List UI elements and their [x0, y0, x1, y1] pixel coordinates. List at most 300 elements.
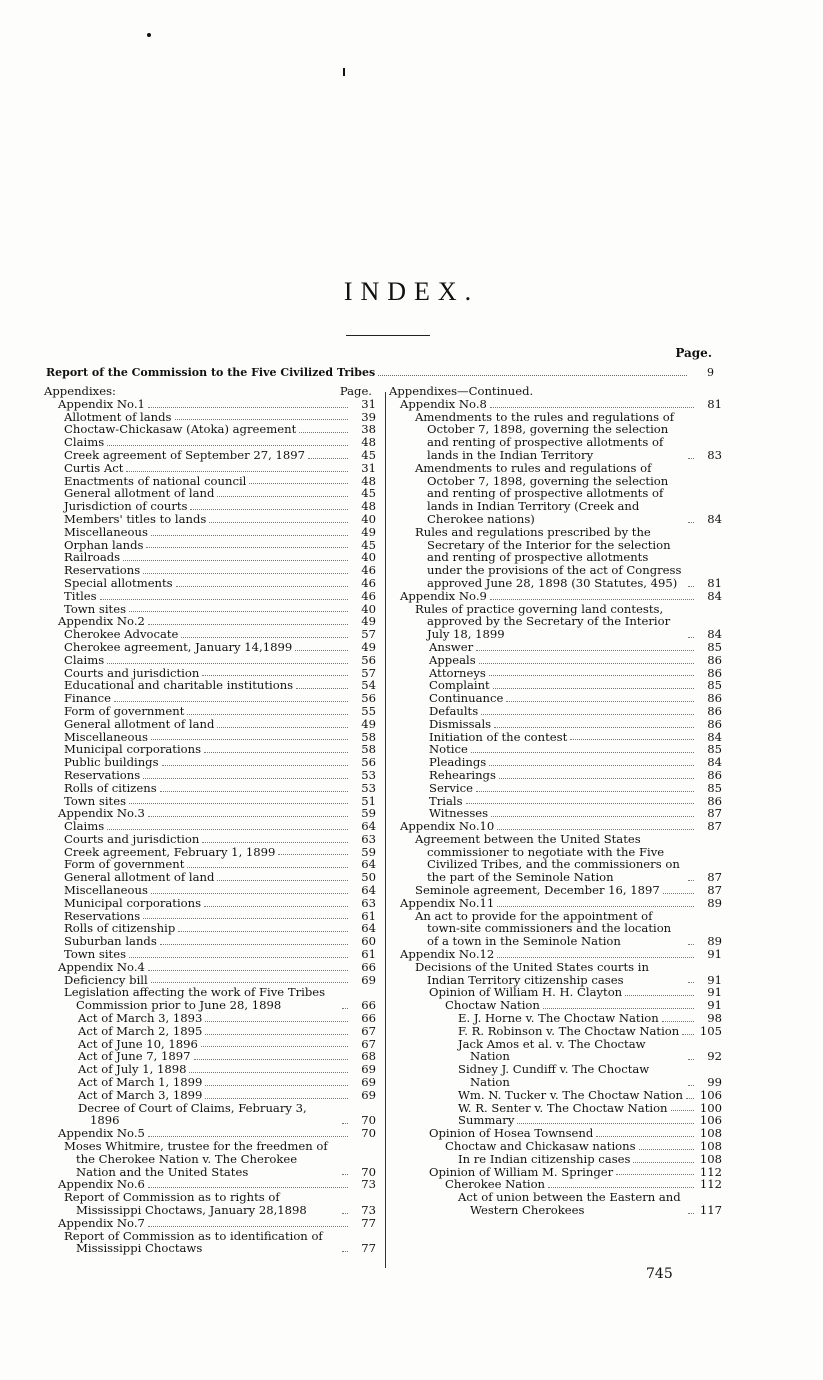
- index-entry: [44, 1191, 376, 1217]
- index-entry: [44, 884, 376, 897]
- dot-leader: [688, 880, 694, 881]
- dot-leader: [107, 829, 348, 830]
- entry-page: 45: [361, 486, 376, 501]
- index-entry: [389, 1191, 722, 1217]
- index-entry: [44, 577, 376, 590]
- index-entry: [44, 948, 376, 961]
- entry-page: 49: [361, 639, 376, 654]
- dot-leader: [295, 650, 348, 651]
- entry-title: F. R. Robinson v. The Choctaw Nation: [458, 1023, 680, 1038]
- entry-title: Report of Commission as to identification of Mississippi Choctaws: [64, 1228, 327, 1256]
- entry-page: 54: [361, 678, 376, 693]
- entry-title: Claims: [64, 819, 105, 834]
- entry-title: Cherokee Advocate: [64, 627, 179, 642]
- index-left-column: [44, 385, 376, 1255]
- dot-leader: [616, 1174, 694, 1175]
- index-entry: [389, 462, 722, 526]
- dot-leader: [688, 1085, 694, 1086]
- dot-leader: [148, 407, 348, 408]
- index-entry: [389, 1140, 722, 1153]
- entry-page: 84: [707, 511, 722, 526]
- dot-leader: [151, 739, 348, 740]
- entry-page: 66: [361, 1011, 376, 1026]
- dot-leader: [633, 1162, 694, 1163]
- dot-leader: [129, 803, 348, 804]
- entry-title: Act of March 2, 1895: [78, 1023, 203, 1038]
- entry-title: Legislation affecting the work of Five Tribes Commission prior to June 28, 1898: [64, 985, 329, 1013]
- entry-title: Appendix No.3: [58, 806, 145, 821]
- entry-title: Suburban lands: [64, 934, 157, 949]
- dot-leader: [497, 829, 694, 830]
- entry-title: Attorneys: [429, 665, 486, 680]
- entry-title: Opinion of William M. Springer: [429, 1164, 614, 1179]
- entry-title: Seminole agreement, December 16, 1897: [415, 883, 660, 898]
- entry-page: 58: [361, 742, 376, 757]
- entry-page: 61: [361, 947, 376, 962]
- entry-page: 31: [361, 460, 376, 475]
- dot-leader: [178, 931, 348, 932]
- entry-title: Amendments to the rules and regulations of October 7, 1898, governing the selection and renting of prospective allotments of lands in the Indian Territory: [415, 409, 678, 462]
- index-entry: [44, 1217, 376, 1230]
- entry-title: Titles: [64, 588, 97, 603]
- dot-leader: [682, 1034, 694, 1035]
- entry-page: 86: [707, 665, 722, 680]
- column-divider: [385, 392, 386, 1268]
- entry-title: Choctaw-Chickasaw (Atoka) agreement: [64, 422, 297, 437]
- dot-leader: [506, 701, 694, 702]
- index-entry: [389, 705, 722, 718]
- index-entry: [389, 603, 722, 641]
- dot-leader: [209, 522, 348, 523]
- entry-title: Municipal corporations: [64, 895, 202, 910]
- entry-title: Appendix No.7: [58, 1215, 145, 1230]
- dot-leader: [639, 1149, 694, 1150]
- dot-leader: [143, 918, 348, 919]
- entry-page: 67: [361, 1036, 376, 1051]
- index-entry: [389, 769, 722, 782]
- entry-title: Courts and jurisdiction: [64, 831, 200, 846]
- index-entry: [44, 1076, 376, 1089]
- entry-title: Complaint: [429, 678, 490, 693]
- entry-title: An act to provide for the appointment of town-site commissioners and the location of a town in the Seminole Nation: [415, 908, 675, 949]
- dot-leader: [466, 803, 694, 804]
- entry-page: 81: [707, 396, 722, 411]
- entry-page: 53: [361, 767, 376, 782]
- index-entry: [389, 654, 722, 667]
- dot-leader: [517, 1123, 694, 1124]
- entry-page: 85: [707, 742, 722, 757]
- index-entry: [389, 1025, 722, 1038]
- entry-title: Choctaw and Chickasaw nations: [445, 1139, 636, 1154]
- entry-page: 56: [361, 652, 376, 667]
- entry-page: 77: [361, 1241, 376, 1256]
- dot-leader: [114, 701, 348, 702]
- index-entry: [44, 1230, 376, 1256]
- entry-page: 86: [707, 703, 722, 718]
- index-entry: [389, 756, 722, 769]
- index-entry: [389, 782, 722, 795]
- entry-title: Jurisdiction of courts: [64, 499, 188, 514]
- entry-title: Wm. N. Tucker v. The Choctaw Nation: [458, 1087, 684, 1102]
- entry-page: 98: [707, 1011, 722, 1026]
- entry-page: 69: [361, 1062, 376, 1077]
- entry-title: Notice: [429, 742, 468, 757]
- entry-title: Decisions of the United States courts in Indian Territory citizenship cases: [415, 959, 653, 987]
- dot-leader: [151, 535, 348, 536]
- entry-page: 91: [707, 947, 722, 962]
- entry-title: E. J. Horne v. The Choctaw Nation: [458, 1011, 659, 1026]
- index-entry: [44, 1140, 376, 1178]
- dot-leader: [671, 1110, 694, 1111]
- index-entry: [389, 1038, 722, 1064]
- dot-leader: [100, 599, 348, 600]
- entry-page: 49: [361, 716, 376, 731]
- left-column-header: [44, 385, 376, 398]
- index-entry: [44, 705, 376, 718]
- dot-leader: [160, 944, 348, 945]
- entry-page: 83: [707, 447, 722, 462]
- entry-page: 66: [361, 998, 376, 1013]
- entry-page: 56: [361, 755, 376, 770]
- entry-title: Appeals: [429, 652, 476, 667]
- index-entry: [389, 910, 722, 948]
- dot-leader: [123, 560, 348, 561]
- index-entry: [44, 756, 376, 769]
- dot-leader: [148, 624, 348, 625]
- dot-leader: [143, 778, 348, 779]
- index-entry: [44, 718, 376, 731]
- entry-page: 73: [361, 1203, 376, 1217]
- entry-page: 106: [699, 1087, 722, 1102]
- entry-title: Sidney J. Cundiff v. The Choctaw Nation: [458, 1062, 653, 1090]
- ink-speck: [343, 68, 345, 76]
- entry-title: Rehearings: [429, 767, 496, 782]
- dot-leader: [176, 586, 348, 587]
- dot-leader: [148, 1226, 348, 1227]
- entry-title: Summary: [458, 1113, 515, 1128]
- dot-leader: [217, 880, 348, 881]
- entry-page: 108: [699, 1126, 722, 1141]
- entry-page: 64: [361, 819, 376, 834]
- entry-page: 46: [361, 588, 376, 603]
- entry-title: Report of Commission as to rights of Mississippi Choctaws, January 28,1898: [64, 1190, 307, 1217]
- entry-title: Special allotments: [64, 575, 173, 590]
- dot-leader: [476, 791, 694, 792]
- entry-title: Public buildings: [64, 755, 159, 770]
- dot-leader: [490, 599, 694, 600]
- index-entry: [389, 641, 722, 654]
- entry-page: 48: [361, 435, 376, 450]
- entry-title: Service: [429, 780, 473, 795]
- entry-title: Town sites: [64, 601, 127, 616]
- index-entry: [389, 411, 722, 462]
- entry-page: 69: [361, 972, 376, 987]
- entry-title: Miscellaneous: [64, 729, 148, 744]
- dot-leader: [481, 714, 694, 715]
- entry-title: Cherokee agreement, January 14,1899: [64, 639, 293, 654]
- index-entry: [389, 1063, 722, 1089]
- entry-page: 84: [707, 755, 722, 770]
- index-entry: [389, 1102, 722, 1115]
- dot-leader: [160, 791, 348, 792]
- dot-leader: [162, 765, 348, 766]
- entry-title: Opinion of William H. H. Clayton: [429, 985, 623, 1000]
- entry-title: Deficiency bill: [64, 972, 148, 987]
- dot-leader: [217, 496, 348, 497]
- dot-leader: [688, 1059, 694, 1060]
- dot-leader: [204, 906, 348, 907]
- entry-page: 100: [699, 1100, 722, 1115]
- entry-title: Act of June 10, 1896: [78, 1036, 198, 1051]
- entry-title: Jack Amos et al. v. The Choctaw Nation: [458, 1036, 650, 1064]
- dot-leader: [146, 547, 348, 548]
- entry-page: 64: [361, 857, 376, 872]
- entry-title: Appendix No.2: [58, 614, 145, 629]
- dot-leader: [249, 483, 348, 484]
- dot-leader: [493, 688, 694, 689]
- entry-title: Choctaw Nation: [445, 998, 540, 1013]
- entry-title: Pleadings: [429, 755, 487, 770]
- entry-page: 106: [699, 1113, 722, 1128]
- dot-leader: [148, 1136, 348, 1137]
- entry-page: 85: [707, 639, 722, 654]
- dot-leader: [151, 982, 348, 983]
- entry-title: Opinion of Hosea Townsend: [429, 1126, 594, 1141]
- entry-page: 108: [699, 1139, 722, 1154]
- dot-leader: [497, 957, 694, 958]
- entry-title: Rolls of citizenship: [64, 921, 176, 936]
- entry-title: Rolls of citizens: [64, 780, 157, 795]
- dot-leader: [342, 1213, 348, 1214]
- entry-title: Railroads: [64, 550, 121, 565]
- entry-page: 117: [699, 1203, 722, 1217]
- dot-leader: [688, 586, 694, 587]
- index-entry: [389, 692, 722, 705]
- entry-title: Moses Whitmire, trustee for the freedmen of the Cherokee Nation v. The Cherokee Nation and the United States: [64, 1139, 332, 1179]
- dot-leader: [204, 752, 348, 753]
- entry-page: 63: [361, 895, 376, 910]
- entry-page: 51: [361, 793, 376, 808]
- dot-leader: [187, 867, 348, 868]
- entry-title: Act of June 7, 1897: [78, 1049, 191, 1064]
- dot-leader: [187, 714, 348, 715]
- entry-page: 50: [361, 870, 376, 885]
- entry-page: 87: [707, 819, 722, 834]
- entry-page: 40: [361, 601, 376, 616]
- index-entry: [389, 590, 722, 603]
- index-entry: [44, 449, 376, 462]
- entry-page: 49: [361, 524, 376, 539]
- entry-page: 57: [361, 627, 376, 642]
- entry-title: Miscellaneous: [64, 524, 148, 539]
- entry-title: Dismissals: [429, 716, 492, 731]
- entry-title: Appendix No.4: [58, 959, 145, 974]
- dot-leader: [688, 458, 694, 459]
- index-right-column: [389, 385, 722, 1217]
- entry-page: 66: [361, 959, 376, 974]
- index-entry: [389, 718, 722, 731]
- dot-leader: [190, 509, 348, 510]
- entry-page: 56: [361, 691, 376, 706]
- dot-leader: [278, 854, 348, 855]
- entry-page: 87: [707, 806, 722, 821]
- index-entry: [389, 1012, 722, 1025]
- index-entry: [44, 833, 376, 846]
- entry-title: Act of March 3, 1899: [78, 1087, 203, 1102]
- dot-leader: [479, 663, 694, 664]
- index-entry: [389, 398, 722, 411]
- entry-title: General allotment of land: [64, 870, 215, 885]
- page-label: Page.: [339, 384, 372, 398]
- dot-leader: [663, 893, 694, 894]
- entry-title: Agreement between the United States commissioner to negotiate with the Five Civilized Tribes, and the commissioners on the part of the Seminole Nation: [415, 831, 684, 885]
- entry-title: Members' titles to lands: [64, 511, 207, 526]
- entry-title: Trials: [429, 793, 463, 808]
- index-entry: [389, 526, 722, 590]
- dot-leader: [175, 419, 348, 420]
- index-entry: [44, 897, 376, 910]
- entry-page: 46: [361, 563, 376, 578]
- entry-page: 39: [361, 409, 376, 424]
- dot-leader: [194, 1059, 348, 1060]
- report-page: 9: [707, 366, 714, 379]
- entry-page: 46: [361, 575, 376, 590]
- entry-title: Act of union between the Eastern and Western Cherokees: [458, 1190, 685, 1217]
- entry-title: General allotment of land: [64, 486, 215, 501]
- right-entry-list: [389, 398, 722, 1217]
- dot-leader: [202, 842, 348, 843]
- entry-page: 77: [361, 1215, 376, 1230]
- dot-leader: [489, 675, 694, 676]
- page-title: INDEX.: [343, 277, 480, 306]
- index-entry: [389, 897, 722, 910]
- entry-title: Reservations: [64, 767, 141, 782]
- entry-title: Act of March 3, 1893: [78, 1011, 203, 1026]
- index-entry: [44, 1012, 376, 1025]
- appendixes-heading: Appendixes:: [44, 384, 116, 398]
- index-entry: [44, 513, 376, 526]
- dot-leader: [378, 375, 687, 376]
- entry-page: 86: [707, 691, 722, 706]
- report-title: Report of the Commission to the Five Civilized Tribes: [46, 366, 376, 379]
- dot-leader: [129, 611, 348, 612]
- entry-page: 112: [699, 1164, 722, 1179]
- entry-page: 91: [707, 972, 722, 987]
- entry-title: Defaults: [429, 703, 479, 718]
- report-entry: [46, 366, 714, 379]
- entry-page: 59: [361, 844, 376, 859]
- entry-title: Appendix No.8: [400, 396, 487, 411]
- entry-title: Act of July 1, 1898: [78, 1062, 187, 1077]
- entry-title: Initiation of the contest: [429, 729, 568, 744]
- dot-leader: [107, 663, 348, 664]
- entry-title: Appendix No.5: [58, 1126, 145, 1141]
- title-rule: [346, 335, 430, 336]
- dot-leader: [548, 1187, 694, 1188]
- index-entry: [44, 641, 376, 654]
- entry-page: 48: [361, 473, 376, 488]
- dot-leader: [201, 1046, 348, 1047]
- dot-leader: [205, 1085, 348, 1086]
- dot-leader: [491, 816, 694, 817]
- dot-leader: [126, 471, 348, 472]
- entry-page: 86: [707, 652, 722, 667]
- entry-page: 81: [707, 575, 722, 590]
- entry-page: 91: [707, 998, 722, 1013]
- entry-title: Courts and jurisdiction: [64, 665, 200, 680]
- index-entry: [44, 654, 376, 667]
- dot-leader: [688, 637, 694, 638]
- index-entry: [44, 590, 376, 603]
- dot-leader: [342, 1123, 348, 1124]
- entry-page: 91: [707, 985, 722, 1000]
- entry-page: 92: [707, 1049, 722, 1064]
- entry-page: 87: [707, 883, 722, 898]
- dot-leader: [189, 1072, 348, 1073]
- dot-leader: [148, 1187, 348, 1188]
- entry-page: 69: [361, 1087, 376, 1102]
- dot-leader: [490, 407, 694, 408]
- dot-leader: [148, 970, 348, 971]
- entry-page: 89: [707, 934, 722, 949]
- entry-page: 38: [361, 422, 376, 437]
- dot-leader: [489, 765, 694, 766]
- entry-title: Allotment of lands: [64, 409, 172, 424]
- entry-page: 70: [361, 1164, 376, 1179]
- index-entry: [389, 820, 722, 833]
- appendixes-continued-heading: Appendixes—Continued.: [389, 384, 534, 398]
- index-entry: [44, 782, 376, 795]
- dot-leader: [570, 739, 694, 740]
- entry-title: Amendments to rules and regulations of October 7, 1898, governing the selection and renting of prospective allotments of lands in Indian Territory (Creek and Cherokee nations): [415, 460, 672, 526]
- dot-leader: [342, 1251, 348, 1252]
- entry-title: Curtis Act: [64, 460, 124, 475]
- dot-leader: [308, 458, 348, 459]
- entry-title: Answer: [429, 639, 474, 654]
- entry-title: Rules of practice governing land contests, approved by the Secretary of the Interior July 18, 1899: [415, 601, 674, 642]
- entry-page: 70: [361, 1113, 376, 1128]
- right-column-header: [389, 385, 722, 398]
- index-entry: [44, 986, 376, 1012]
- entry-page: 87: [707, 870, 722, 885]
- entry-title: Municipal corporations: [64, 742, 202, 757]
- dot-leader: [342, 1008, 348, 1009]
- entry-page: 53: [361, 780, 376, 795]
- entry-page: 31: [361, 396, 376, 411]
- dot-leader: [205, 1021, 348, 1022]
- entry-title: Act of March 1, 1899: [78, 1075, 203, 1090]
- page-number: 745: [646, 1266, 673, 1282]
- entry-page: 64: [361, 921, 376, 936]
- entry-page: 73: [361, 1177, 376, 1192]
- entry-title: Witnesses: [429, 806, 489, 821]
- index-entry: [44, 398, 376, 411]
- entry-title: Appendix No.1: [58, 396, 145, 411]
- dot-leader: [688, 982, 694, 983]
- dot-leader: [688, 1213, 694, 1214]
- entry-title: Appendix No.11: [400, 895, 495, 910]
- entry-page: 59: [361, 806, 376, 821]
- dot-leader: [476, 650, 694, 651]
- dot-leader: [129, 957, 348, 958]
- entry-title: Form of government: [64, 857, 185, 872]
- entry-title: Form of government: [64, 703, 185, 718]
- entry-title: Appendix No.9: [400, 588, 487, 603]
- entry-title: Finance: [64, 691, 111, 706]
- index-entry: [389, 884, 722, 897]
- entry-title: W. R. Senter v. The Choctaw Nation: [458, 1100, 668, 1115]
- entry-page: 57: [361, 665, 376, 680]
